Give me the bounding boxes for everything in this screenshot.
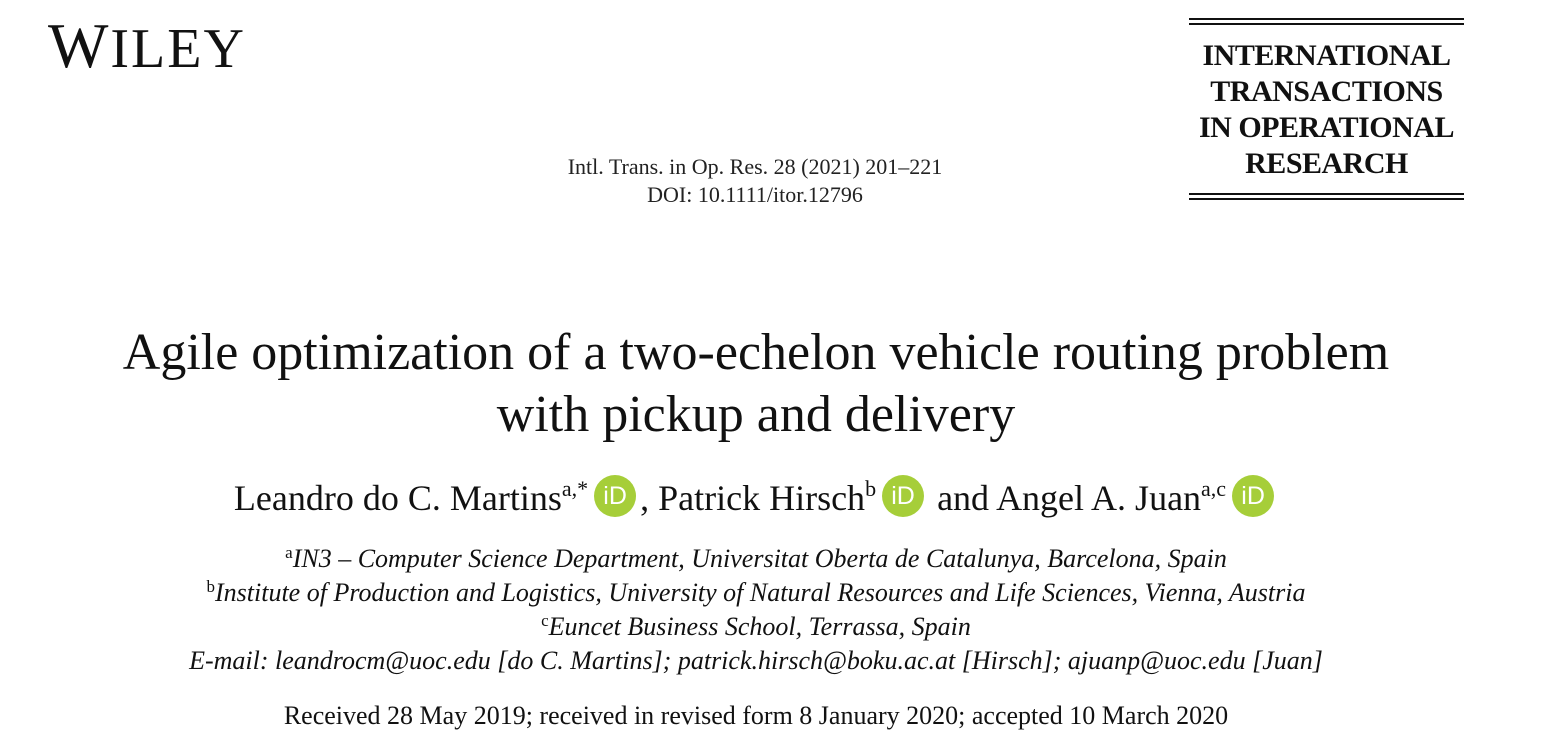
email-line[interactable]: E-mail: leandrocm@uoc.edu [do C. Martins]; patrick.hirsch@boku.ac.at [Hirsch]; ajuanp@uoc.edu [Juan] <box>189 646 1323 675</box>
article-title <box>40 322 1472 446</box>
author-list <box>60 470 1452 526</box>
author-separator: and <box>928 478 997 518</box>
affiliations <box>40 542 1472 678</box>
affiliation-text: IN3 – Computer Science Department, Universitat Oberta de Catalunya, Barcelona, Spain <box>292 544 1227 573</box>
publisher-logo <box>48 10 246 81</box>
publisher-logo-rest: ILEY <box>110 18 246 80</box>
article-title-line: with pickup and delivery <box>496 386 1016 443</box>
journal-reference: Intl. Trans. in Op. Res. 28 (2021) 201–221 <box>567 154 943 179</box>
author-name: Angel A. Juan <box>996 478 1202 518</box>
journal-name <box>1189 38 1464 182</box>
journal-name-line: IN OPERATIONAL <box>1199 111 1454 144</box>
orcid-icon[interactable]: iD <box>1232 475 1274 517</box>
author-name: Leandro do C. Martins <box>233 478 562 518</box>
citation-block <box>455 153 1055 209</box>
author-name: Patrick Hirsch <box>658 478 866 518</box>
affiliation-mark: b <box>206 577 216 596</box>
orcid-icon[interactable]: iD <box>882 475 924 517</box>
affiliation-line <box>40 542 1472 576</box>
affiliation-line <box>40 576 1472 610</box>
author-affiliation-mark: a,c <box>1201 476 1227 501</box>
masthead-top-rule <box>1189 18 1464 25</box>
submission-dates: Received 28 May 2019; received in revised form 8 January 2020; accepted 10 March 2020 <box>283 701 1229 730</box>
affiliation-mark: a <box>285 543 293 562</box>
journal-name-line: RESEARCH <box>1245 147 1408 180</box>
author-separator: , <box>640 478 659 518</box>
article-title-line: Agile optimization of a two-echelon vehicle routing problem <box>122 324 1390 381</box>
doi[interactable]: DOI: 10.1111/itor.12796 <box>647 182 863 207</box>
masthead-bottom-rule <box>1189 193 1464 200</box>
affiliation-text: Institute of Production and Logistics, University of Natural Resources and Life Sciences, Vienna, Austria <box>215 578 1306 607</box>
journal-name-line: TRANSACTIONS <box>1210 75 1443 108</box>
author-affiliation-mark: b <box>865 476 877 501</box>
affiliation-text: Euncet Business School, Terrassa, Spain <box>548 612 971 641</box>
affiliation-mark: c <box>541 611 549 630</box>
affiliation-line <box>40 610 1472 644</box>
publisher-logo-initial: W <box>48 10 111 81</box>
journal-name-line: INTERNATIONAL <box>1202 39 1451 72</box>
orcid-icon[interactable]: iD <box>594 475 636 517</box>
author-affiliation-mark: a,* <box>561 476 589 501</box>
journal-masthead <box>1189 18 1464 200</box>
